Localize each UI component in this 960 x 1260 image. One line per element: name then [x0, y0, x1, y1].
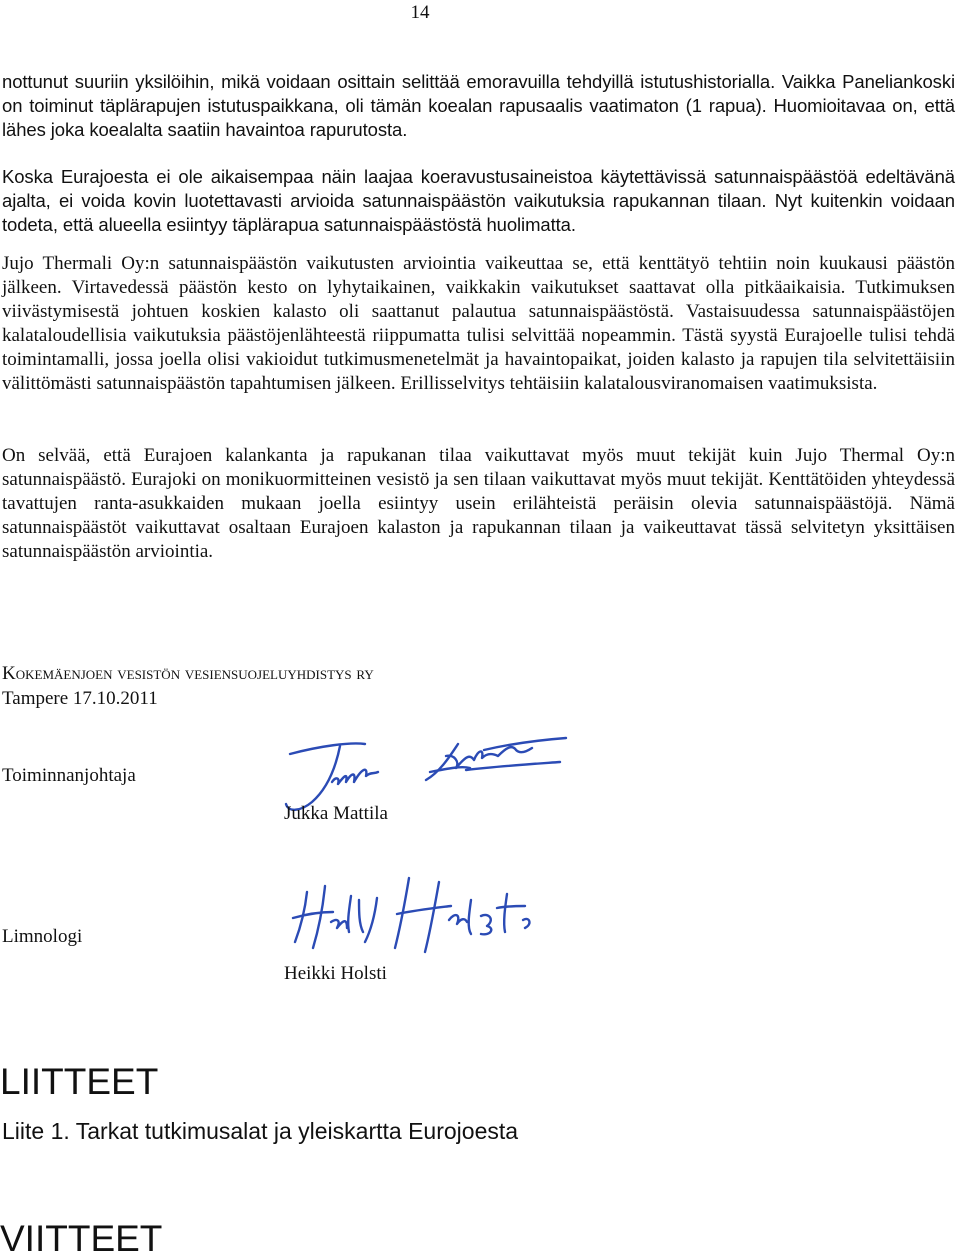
organization-name: Kokemäenjoen vesistön vesiensuojeluyhdistys ry	[2, 663, 374, 684]
page-number: 14	[410, 2, 430, 23]
paragraph-2: Koska Eurajoesta ei ole aikaisempaa näin laajaa koeravustusaineistoa käytettävissä satunnaispäästöä edeltävänä ajalta, ei voida kovin luotettavasti arvioida satunnaispäästön vaikutuksia rapukannan tilaan. Nyt kuitenkin voidaan todeta, että alueella esiintyy täplärapua satunnaispäästöstä huolimatta.	[2, 166, 955, 235]
signatory-role-1: Toiminnanjohtaja	[2, 765, 136, 786]
signature-heikki-holsti	[285, 872, 535, 962]
paragraph-1: nottunut suuriin yksilöihin, mikä voidaan osittain selittää emoravuilla tehdyillä istutushistorialla. Vaikka Paneliankoski on toiminut täplärapujen istutuspaikkana, oli tämän koealan rapusaalis vaatimaton (1 rapua). Huomioitavaa on, että lähes joka koealalta saatiin havaintoa rapurutosta.	[2, 71, 955, 140]
paragraph-3: Jujo Thermali Oy:n satunnaispäästön vaikutusten arviointia vaikeuttaa se, että kenttätyö tehtiin noin kuukausi päästön jälkeen. Virtavedessä päästön kesto on lyhytaikainen, vaikkakin vaikutukset saattavat olla pitkäaikaisia. Tutkimuksen viivästymisestä johtuen koskien kalasto oli saattanut palautua satunnaispäästöstä. Vastaisuudessa satunnaispäästöjen kalataloudellisia vaikutuksia päästöjenlähteestä riippumatta tulisi selvittää nopeammin. Tästä syystä Eurajoelle tulisi tehdä toimintamalli, jossa joella olisi vakioidut tutkimusmenetelmät ja havaintopaikat, joiden kalasto ja rapujen tila selvitettäisiin välittömästi satunnaispäästön tapahtumisen jälkeen. Erillisselvitys tehtäisiin kalatalousviranomaisen vaatimuksista.	[2, 253, 955, 394]
references-heading: VIITTEET	[0, 1218, 163, 1259]
signatory-name-1: Jukka Mattila	[284, 803, 388, 824]
signatory-role-2: Limnologi	[2, 926, 83, 947]
appendices-heading: LIITTEET	[0, 1061, 159, 1102]
appendix-item-1: Liite 1. Tarkat tutkimusalat ja yleiskartta Eurojoesta	[2, 1118, 519, 1144]
signatory-name-2: Heikki Holsti	[284, 963, 387, 984]
paragraph-4: On selvää, että Eurajoen kalankanta ja rapukanan tilaa vaikuttavat myös muut tekijät kuin Jujo Thermal Oy:n satunnaispäästö. Eurajoki on monikuormitteinen vesistö ja sen tilaan vaikuttavat myös muut tekijät. Kenttätöiden yhteydessä tavattujen ranta-asukkaiden mukaan joella esiintyy usein erilähteistä peräisin olevia satunnaispäästöjä. Nämä satunnaispäästöt vaikuttavat osaltaan Eurajoen kalaston ja rapukannan tilaan ja vaikeuttavat tässä selvitetyn yksittäisen satunnaispäästön arviointia.	[2, 445, 955, 562]
place-date: Tampere 17.10.2011	[2, 688, 158, 709]
